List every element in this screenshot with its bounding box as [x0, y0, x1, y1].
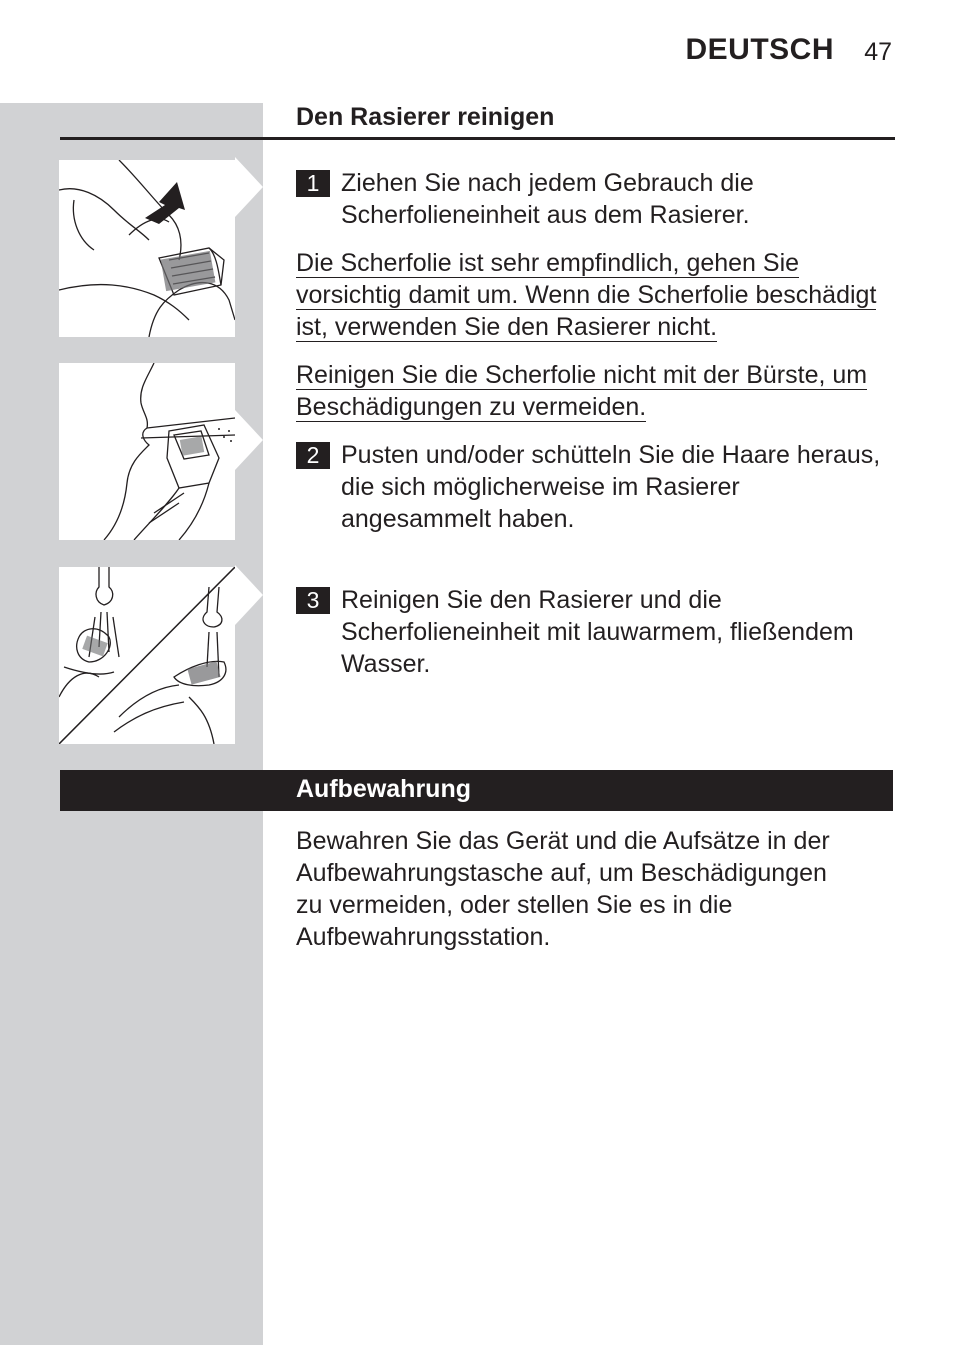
section-title-cleaning: Den Rasierer reinigen — [296, 103, 555, 131]
illustration-pointer — [235, 157, 263, 217]
step-1 — [296, 167, 886, 231]
caution-note — [296, 359, 894, 423]
page-number: 47 — [864, 38, 892, 66]
step-text: Reinigen Sie den Rasierer und die Scherfolieneinheit mit lauwarmem, fließendem Wasser. — [341, 586, 854, 678]
step-text: Ziehen Sie nach jedem Gebrauch die Scherfolieneinheit aus dem Rasierer. — [341, 169, 754, 229]
section-divider — [60, 137, 895, 140]
step-3 — [296, 584, 886, 680]
caution-text: Die Scherfolie ist sehr empfindlich, gehen Sie vorsichtig damit um. Wenn die Scherfolie beschädigt ist, verwenden Sie den Rasierer nicht. — [296, 249, 877, 341]
step-2 — [296, 439, 886, 535]
rinse-under-tap-illustration — [59, 567, 235, 744]
illustration-pointer — [235, 565, 263, 625]
illustration-pointer — [235, 410, 263, 470]
step-number: 3 — [296, 587, 330, 614]
blow-out-hairs-illustration — [59, 363, 235, 540]
language-header: DEUTSCH — [685, 33, 834, 66]
step-number: 2 — [296, 442, 330, 469]
storage-paragraph: Bewahren Sie das Gerät und die Aufsätze in der Aufbewahrungstasche auf, um Beschädigungen zu vermeiden, oder stellen Sie es in die Aufbewahrungsstation. — [296, 827, 830, 951]
section-title-storage: Aufbewahrung — [296, 775, 471, 803]
caution-note — [296, 247, 894, 343]
caution-text: Reinigen Sie die Scherfolie nicht mit der Bürste, um Beschädigungen zu vermeiden. — [296, 361, 868, 421]
section-heading-bar — [60, 770, 893, 811]
step-number: 1 — [296, 170, 330, 197]
remove-foil-unit-illustration — [59, 160, 235, 337]
step-text: Pusten und/oder schütteln Sie die Haare heraus, die sich möglicherweise im Rasierer angesammelt haben. — [341, 441, 881, 533]
